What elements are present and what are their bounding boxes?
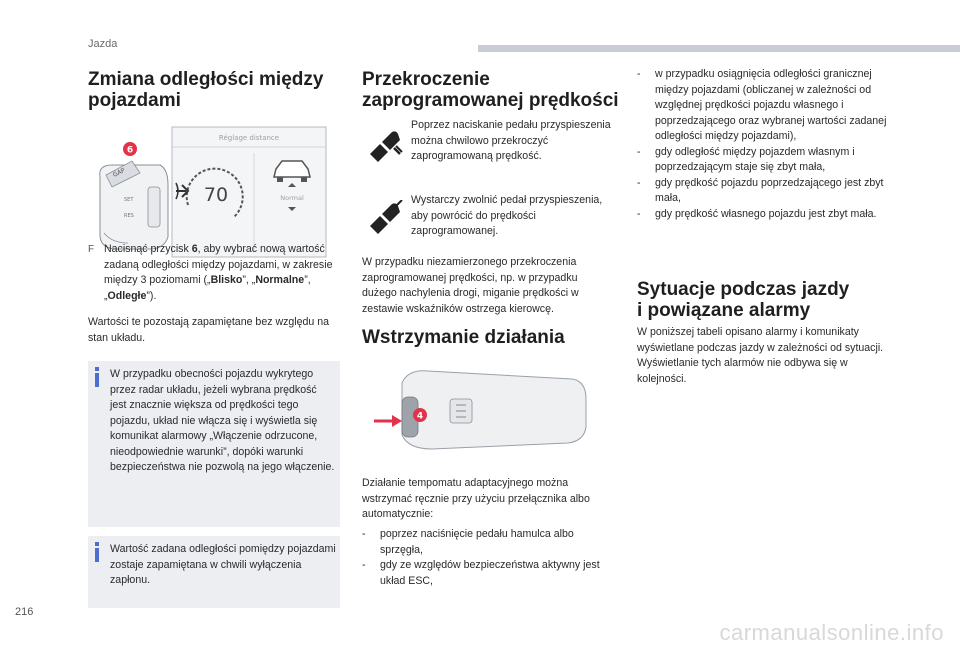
title-line: zaprogramowanej prędkości bbox=[362, 90, 619, 111]
title-line: Przekroczenie bbox=[362, 69, 490, 90]
pause-conditions-list-continued bbox=[637, 67, 897, 222]
lever-label: GAP bbox=[111, 167, 127, 179]
gap-figure bbox=[92, 125, 328, 259]
info-box-radar bbox=[88, 361, 340, 527]
title-line: Sytuacje podczas jazdy bbox=[637, 279, 850, 300]
list-item: - gdy odległość między pojazdem własnym i poprzedzającym staje się zbyt mała, bbox=[637, 145, 897, 176]
callout-4: 4 bbox=[416, 411, 424, 422]
page-number: 216 bbox=[15, 606, 34, 618]
pedal-text-2: Wystarczy zwolnić pedał przyspieszenia, aby powrócić do prędkości zaprogramowanej. bbox=[411, 194, 603, 237]
set-speed: 70 bbox=[203, 184, 229, 206]
list-item: - gdy prędkość pojazdu poprzedzającego jest zbyt mała, bbox=[637, 176, 897, 207]
accelerator-press-icon bbox=[366, 128, 404, 162]
list-item: - poprzez naciśnięcie pedału hamulca albo sprzęgła, bbox=[362, 527, 614, 558]
watermark: carmanualsonline.info bbox=[719, 620, 944, 645]
list-item: - gdy ze względów bezpieczeństwa aktywny jest układ ESC, bbox=[362, 558, 614, 589]
callout-6: 6 bbox=[126, 145, 134, 156]
title-line: i powiązane alarmy bbox=[637, 300, 811, 321]
section-label: Jazda bbox=[88, 38, 118, 50]
pause-figure bbox=[372, 363, 608, 455]
pedal-text-1: Poprzez naciskanie pedału przyspieszenia można chwilowo przekroczyć zaprogramowaną prędkość. bbox=[411, 119, 611, 162]
display-screen bbox=[172, 127, 326, 257]
title-line: Zmiana odległości między bbox=[88, 69, 324, 90]
info-text: Wartość zadana odległości pomiędzy pojazdami zostaje zapamiętana w chwili wyłączenia zapłonu. bbox=[110, 543, 336, 586]
section-title-gap bbox=[88, 69, 348, 111]
list-item: - gdy prędkość własnego pojazdu jest zbyt mała. bbox=[637, 207, 897, 223]
info-box-memory bbox=[88, 536, 340, 608]
section-title-overspeed bbox=[362, 69, 622, 111]
lever-label: SET bbox=[124, 197, 134, 203]
info-text: W przypadku obecności pojazdu wykrytego przez radar układu, jeżeli wybrana prędkość jest znacznie większa od prędkości tego pojazdu, układ nie włącza się i wyświetla się komunikat alarmowy „Włączenie odrzucone, nieodpowiednie warunki”, dopóki warunki bezpieczeństwa nie pozwolą na jego włączenie. bbox=[110, 368, 335, 473]
memory-note: Wartości te pozostają zapamiętane bez względu na stan układu. bbox=[88, 316, 330, 344]
pause-conditions-list bbox=[362, 527, 614, 589]
section-title-pause: Wstrzymanie działania bbox=[362, 327, 565, 348]
section-title-alarms bbox=[637, 279, 897, 321]
header-bar bbox=[478, 45, 960, 52]
distance-level: Normal bbox=[280, 194, 304, 202]
accelerator-release-icon bbox=[366, 200, 404, 234]
screen-title: Réglage distance bbox=[218, 134, 280, 142]
list-item: - w przypadku osiągnięcia odległości granicznej między pojazdami (obliczanej w zależności od względnej prędkości pojazdu własnego i poprzedzającego oraz wybranej wartości zadanej odległości między pojazdami), bbox=[637, 67, 897, 145]
cruise-lever-illustration bbox=[100, 161, 168, 249]
info-icon bbox=[92, 367, 102, 387]
title-line: pojazdami bbox=[88, 90, 181, 111]
lever-label: RES bbox=[124, 213, 134, 219]
alarms-paragraph: W poniższej tabeli opisano alarmy i komunikaty wyświetlane podczas jazdy w zależności od sytuacji. Wyświetlanie tych alarmów nie odbywa się w kolejności. bbox=[637, 326, 884, 385]
pause-paragraph: Działanie tempomatu adaptacyjnego można wstrzymać ręcznie przy użyciu przełącznika albo automatycznie: bbox=[362, 477, 590, 520]
step-arrow-icon: F bbox=[88, 244, 95, 255]
info-icon bbox=[92, 542, 102, 562]
instruction-step: F Nacisnąć przycisk 6, aby wybrać nową wartość zadaną odległości między pojazdami, w zakresie między 3 poziomami („Blisko”, „Normalne”, „Odległe”). bbox=[88, 243, 333, 302]
overspeed-paragraph: W przypadku niezamierzonego przekroczenia zaprogramowanej prędkości, np. w przypadku dużego nachylenia drogi, miganie prędkości w zestawie wskaźników ostrzega kierowcę. bbox=[362, 256, 579, 315]
